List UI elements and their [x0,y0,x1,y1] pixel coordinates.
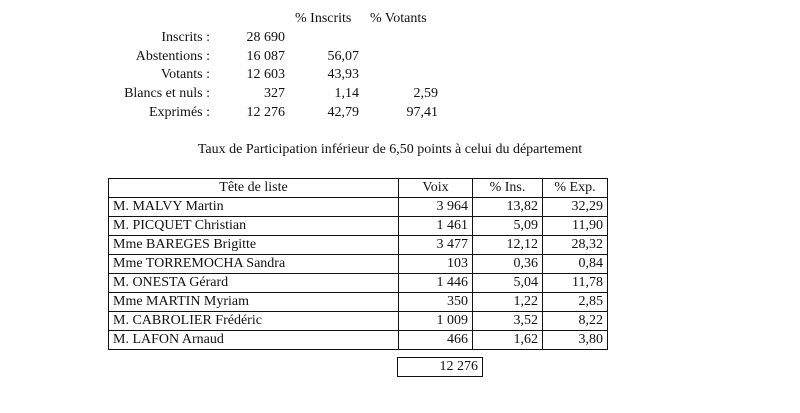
candidate-voix: 1 446 [399,274,473,293]
summary-pct-inscrits: 43,93 [327,67,359,82]
table-row [109,274,608,293]
results-table [108,178,608,350]
summary-label: Exprimés : [148,105,210,120]
candidate-pct-ins: 12,12 [473,236,543,255]
candidate-pct-exp: 32,29 [543,198,608,217]
summary-pct-inscrits: 42,79 [327,105,359,120]
candidate-voix: 350 [399,293,473,312]
summary-pct-votants: 97,41 [406,105,438,120]
candidate-pct-exp: 8,22 [543,312,608,331]
summary-row-abstentions [0,49,800,69]
summary-pct-votants: 2,59 [413,86,438,101]
summary-value: 16 087 [246,49,285,64]
candidate-name: M. ONESTA Gérard [109,274,399,293]
candidate-name: M. LAFON Arnaud [109,331,399,350]
summary-pct-inscrits: 56,07 [327,49,359,64]
candidate-pct-ins: 5,04 [473,274,543,293]
candidate-name: Mme MARTIN Myriam [109,293,399,312]
candidate-pct-exp: 28,32 [543,236,608,255]
summary-label: Votants : [160,67,210,82]
summary-value: 327 [264,86,285,101]
results-header-row [109,179,608,198]
summary-value: 12 276 [246,105,285,120]
summary-row-blancs-nuls [0,86,800,106]
candidate-pct-ins: 3,52 [473,312,543,331]
candidate-pct-ins: 13,82 [473,198,543,217]
candidate-voix: 1 009 [399,312,473,331]
table-row [109,312,608,331]
candidate-pct-ins: 1,62 [473,331,543,350]
candidate-pct-ins: 0,36 [473,255,543,274]
summary-value: 28 690 [246,30,285,45]
candidate-voix: 103 [399,255,473,274]
candidate-voix: 3 477 [399,236,473,255]
table-row [109,331,608,350]
header-pct-exp: % Exp. [543,179,608,198]
table-row [109,293,608,312]
summary-label: Abstentions : [135,49,210,64]
table-row [109,255,608,274]
summary-row-exprimes [0,105,800,125]
summary-label: Blancs et nuls : [124,86,210,101]
total-voix: 12 276 [397,357,483,377]
header-voix: Voix [399,179,473,198]
table-row [109,198,608,217]
candidate-pct-exp: 0,84 [543,255,608,274]
candidate-voix: 466 [399,331,473,350]
table-row [109,217,608,236]
summary-pct-inscrits: 1,14 [334,86,359,101]
summary-row-inscrits [0,30,800,50]
summary-value: 12 603 [246,67,285,82]
header-pct-ins: % Ins. [473,179,543,198]
participation-note: Taux de Participation inférieur de 6,50 points à celui du département [197,142,583,157]
header-pct-inscrits: % Inscrits [295,11,352,26]
candidate-voix: 1 461 [399,217,473,236]
candidate-name: M. MALVY Martin [109,198,399,217]
candidate-name: M. PICQUET Christian [109,217,399,236]
candidate-name: Mme BAREGES Brigitte [109,236,399,255]
table-row [109,236,608,255]
candidate-pct-ins: 5,09 [473,217,543,236]
header-pct-votants: % Votants [370,11,427,26]
summary-label: Inscrits : [161,30,210,45]
candidate-pct-exp: 11,78 [543,274,608,293]
header-tete-de-liste: Tête de liste [109,179,399,198]
candidate-name: M. CABROLIER Frédéric [109,312,399,331]
summary-block [0,0,800,130]
candidate-pct-exp: 2,85 [543,293,608,312]
candidate-pct-exp: 3,80 [543,331,608,350]
candidate-pct-ins: 1,22 [473,293,543,312]
candidate-pct-exp: 11,90 [543,217,608,236]
candidate-voix: 3 964 [399,198,473,217]
candidate-name: Mme TORREMOCHA Sandra [109,255,399,274]
summary-row-votants [0,67,800,87]
